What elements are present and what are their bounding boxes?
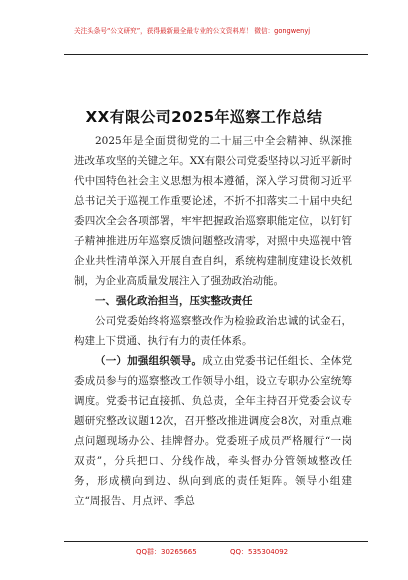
intro-paragraph: 2025年是全面贯彻党的二十届三中全会精神、纵深推进改革攻坚的关键之年。XX有限公司党委坚持以习近平新时代中国特色社会主义思想为根本遵循，深入学习贯彻习近平总书记关于巡视工作重要论述，不折不扣落实二十届中央纪委四次全会各项部署，牢牢把握政治巡察职能定位，以钉钉子精神推进历年巡察反馈问题整改清零，对照中央巡视中管企业共性清单深入开展自查自纠，系统构建制度建设长效机制，为企业高质量发展注入了强劲政治动能。 [74,135,352,287]
header-banner-text: 关注头条号“公文研究”，获得最新最全最专业的公文资料库！ 微信：gongwenyj [74,27,311,35]
document-title: XX有限公司2025年巡察工作总结 [85,108,323,126]
footer-qq-group: QQ群：30265665 [136,548,197,556]
footer-qq-contact: QQ：535304092 [230,548,289,556]
subsection-1-body: 成立由党委书记任组长、全体党委成员参与的巡察整改工作领导小组，设立专职办公室统筹调度。党委书记直接抓、负总责，全年主持召开党委会议专题研究整改议题12次，召开整改推进调度会8次，对重点难点问题现场办公、挂牌督办。党委班子成员严格履行“一岗双责”，分兵把口、分线作战，牵头督办分管领域整改任务，形成横向到边、纵向到底的责任矩阵。领导小组建立“周报告、月点评、季总 [74,355,353,507]
document-body [74,131,352,511]
section-1-paragraph: 公司党委始终将巡察整改作为检验政治忠诚的试金石，构建上下贯通、执行有力的责任体系。 [74,315,352,347]
section-1-heading: 一、强化政治担当，压实整改责任 [95,295,253,307]
subsection-1-lead: （一）加强组织领导。 [95,355,203,367]
footer [64,541,368,562]
subsection-1-paragraph [74,351,352,511]
header-banner [64,14,368,55]
